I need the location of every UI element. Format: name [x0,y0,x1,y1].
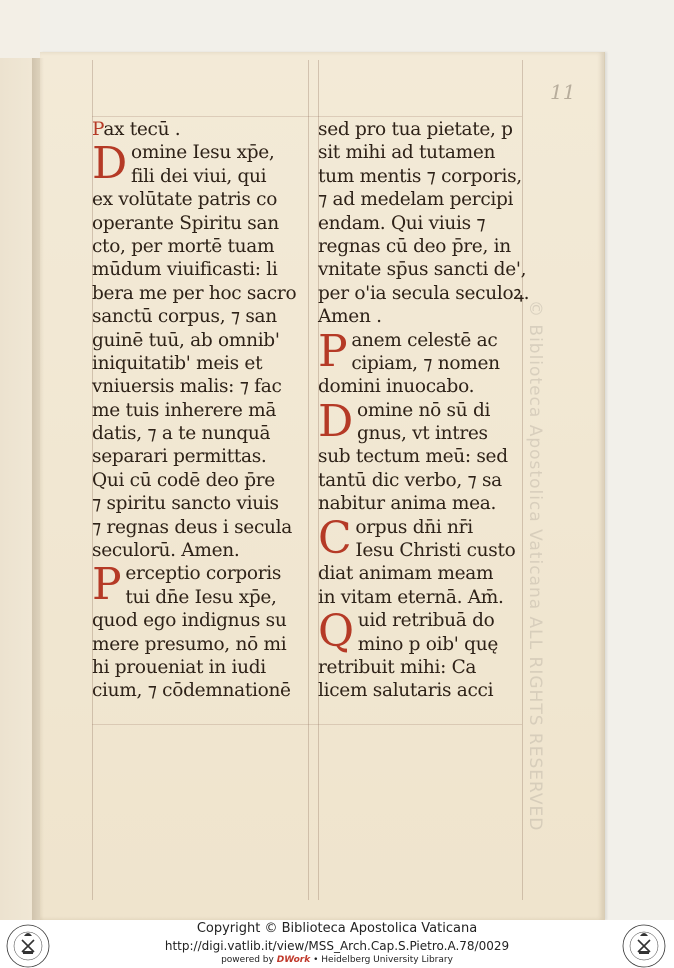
text-line: tum mentis ⁊ corporis, [318,165,522,187]
text-line: ⁊ spiritu sancto viuis [92,493,279,515]
text-line: retribuit mihi: Ca [318,656,477,678]
text-line: sed pro tua pietate, p [318,119,513,140]
text-line: vniuersis malis: ⁊ fac [92,376,282,398]
text-line: fili dei viui, qui [130,165,267,187]
text-line: sub tectum meū: sed [318,446,508,468]
text-line: guinē tuū, ab omnib' [92,329,280,351]
decorated-initial-q: Q [318,609,354,656]
dwork-brand[interactable]: DWork [276,955,311,965]
text-line: datis, ⁊ a te nunquā [92,423,271,445]
copyright-watermark: © Biblioteca Apostolica Vaticana ALL RIGHTS RESERVED [525,300,545,832]
initial-block [318,609,530,656]
text-line: quod ego indignus su [92,610,287,632]
ruling-line [92,724,522,725]
powered-prefix: powered by [221,955,277,965]
scanner-bed [0,0,40,60]
text-line: omine nō sū di [356,399,491,421]
decorated-initial-d: D [92,141,127,189]
powered-by-text [0,955,674,965]
text-line: nabitur anima mea. [318,493,497,515]
text-line: Qui cū codē deo p̄re [92,469,275,491]
text-line: in vitam eternā. Am̄. [318,586,504,608]
initial-block [318,399,530,446]
text-line: separari permittas. [92,446,267,468]
text-line: tui dn̄e Iesu xp̄e, [125,586,277,608]
text-line: mino p oib' quę [357,633,498,655]
decorated-initial-p: P [318,328,348,376]
text-line: sit mihi ad tutamen [318,142,496,164]
decorated-initial-d: D [318,398,353,446]
page-gutter-shadow [32,58,44,920]
text-column-right [318,118,530,703]
initial-block [92,141,302,188]
text-line: iniquitatib' meis et [92,352,263,374]
vatican-library-seal-icon [6,924,50,968]
text-line: hi proueniat in iudi [92,656,266,678]
text-line: vnitate sp̄us sancti de', [318,259,527,281]
text-line: sanctū corpus, ⁊ san [92,306,277,328]
text-line: omine Iesu xp̄e, [130,142,275,164]
text-line: gnus, vt intres [356,423,488,445]
rubric-initial: P [92,119,104,140]
text-line: domini inuocabo. [318,376,475,398]
text-line: cium, ⁊ cōdemnationē [92,680,291,702]
text-line: seculorū. Amen. [92,540,240,562]
copyright-footer [0,920,674,968]
text-column-left [92,118,302,703]
text-line: anem celestē ac [351,329,498,351]
vatican-library-seal-icon [622,924,666,968]
text-line: endam. Qui viuis ⁊ [318,212,486,234]
ruling-line [92,116,522,117]
text-line: Amen . [318,306,382,328]
ruling-line [308,60,309,900]
text-line: ⁊ ad medelam percipi [318,189,514,211]
text-line: cto, per mortē tuam [92,235,275,257]
powered-suffix: • Heidelberg University Library [310,955,453,965]
text-line: me tuis inherere mā [92,399,277,421]
text-line [92,118,302,141]
text-line: ex volūtate patris co [92,189,278,211]
line-text: ax tecū . [103,119,181,140]
initial-block [318,516,530,563]
source-url[interactable]: http://digi.vatlib.it/view/MSS_Arch.Cap.S.Pietro.A.78/0029 [164,939,510,953]
text-line: operante Spiritu san [92,212,279,234]
text-line: bera me per hoc sacro [92,282,297,304]
decorated-initial-p: P [92,562,122,610]
text-line: regnas cū deo p̄re, in [318,235,511,257]
text-line: Iesu Christi custo [355,540,516,562]
text-line: per o'ia secula seculoꝝ. [318,282,530,304]
text-line: tantū dic verbo, ⁊ sa [318,469,502,491]
text-line: ⁊ regnas deus i secula [92,516,292,538]
text-line: uid retribuā do [357,610,495,632]
initial-block [318,329,530,376]
text-line: cipiam, ⁊ nomen [351,352,500,374]
text-line: licem salutaris acci [318,680,494,702]
text-line: erceptio corporis [125,563,282,585]
text-line: mūdum viuificasti: li [92,259,278,281]
copyright-text: Copyright © Biblioteca Apostolica Vaticana [196,921,478,936]
text-line: diat animam meam [318,563,494,585]
initial-block [92,562,302,609]
folio-number: 11 [550,80,576,104]
text-line: mere presumo, nō mi [92,633,287,655]
text-line: orpus dn̄i nr̄i [355,516,473,538]
decorated-initial-c: C [318,515,352,563]
